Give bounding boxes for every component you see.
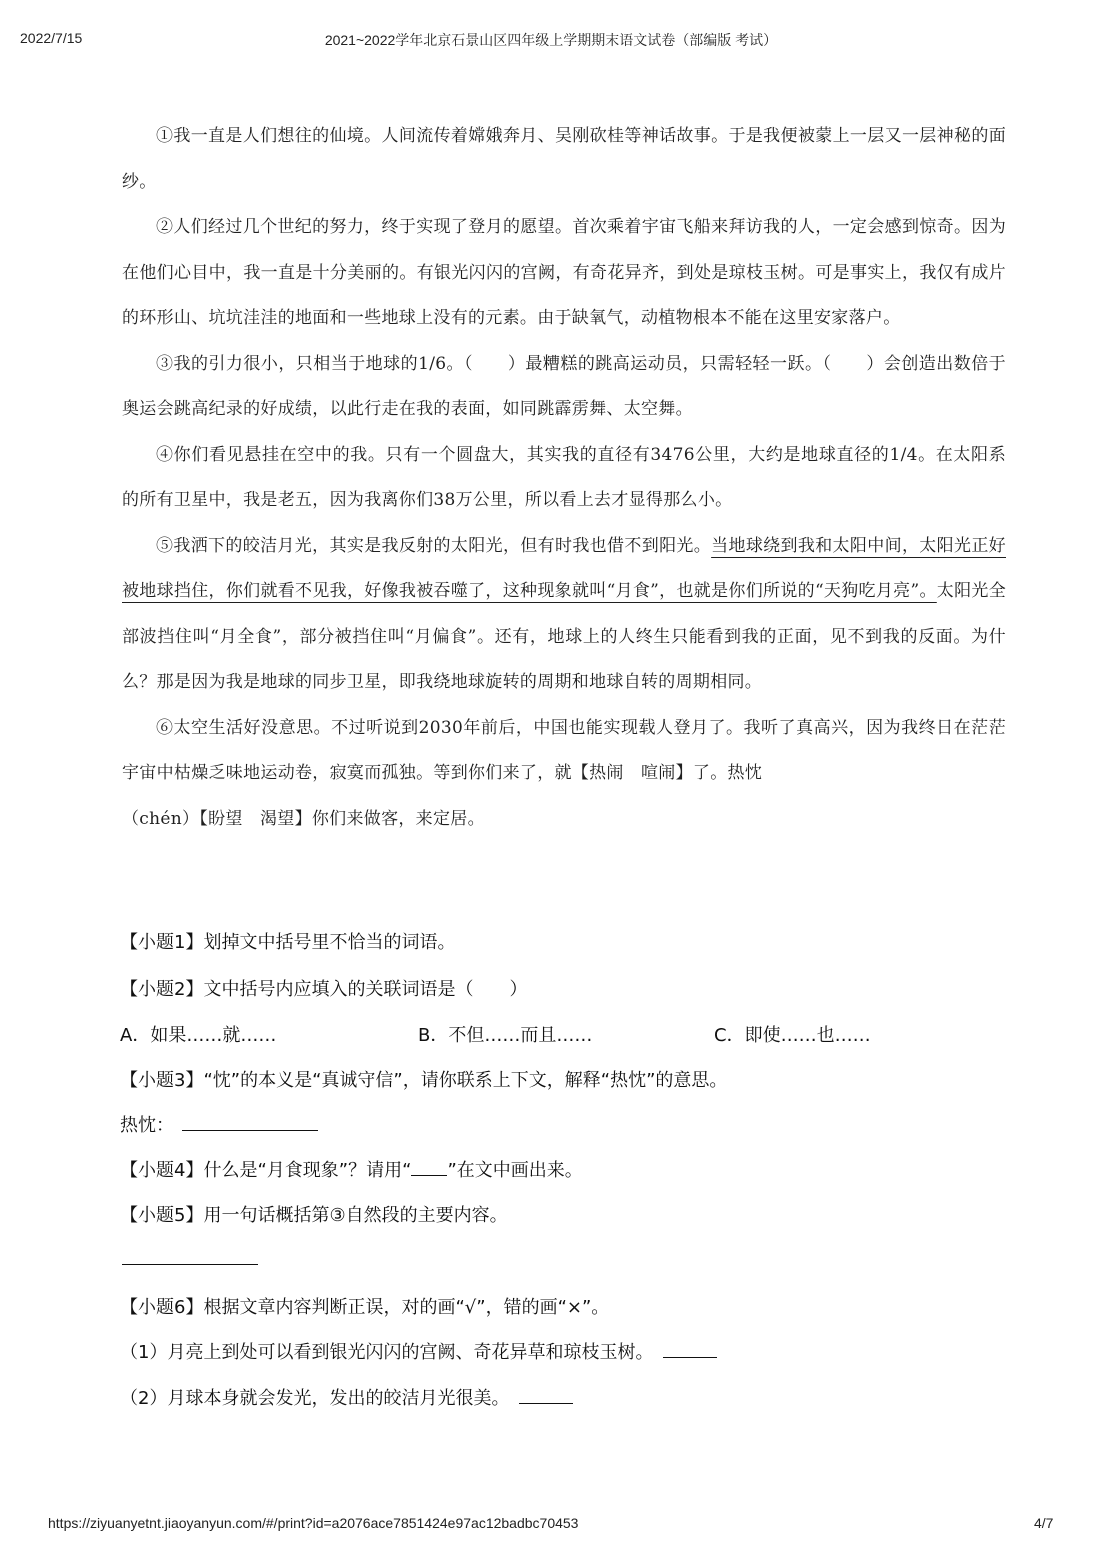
question-6-item-1 [120,1338,717,1364]
header-date: 2022/7/15 [20,30,83,46]
question-2-option-b[interactable]: B．不但……而且…… [418,1025,593,1046]
paragraph-5-end: 太阳光全部波挡住叫“月全食”，部分被挡住叫“月偏食”。还有，地球上的人终生只能看到我的正面，见不到我的反面。为什么？那是因为我是地球的同步卫星，即我绕地球旋转的周期和地球自转的周期相同。 [122,581,1007,692]
question-6-item-2-text: （2）月球本身就会发光，发出的皎洁月光很美。 [120,1388,510,1409]
footer-url: https://ziyuanyetnt.jiaoyanyun.com/#/print?id=a2076ace7851424e97ac12badbc70453 [48,1515,579,1531]
question-4-text-start: 【小题4】什么是“月食现象”？请用“ [120,1160,412,1181]
footer-page-number: 4/7 [1034,1515,1054,1531]
question-2-option-c[interactable]: C．即使……也…… [714,1025,871,1046]
question-4-text-end: ”在文中画出来。 [447,1160,583,1181]
header-title: 2021~2022学年北京石景山区四年级上学期期末语文试卷（部编版 考试） [324,32,778,48]
reading-passage [122,114,1006,842]
paragraph-5 [122,524,1006,706]
question-3-answer-blank[interactable] [182,1112,318,1131]
question-3: 【小题3】“忱”的本义是“真诚守信”，请你联系上下文，解释“热忱”的意思。 [120,1070,728,1091]
question-6: 【小题6】根据文章内容判断正误，对的画“√”，错的画“×”。 [120,1297,610,1318]
question-5-answer-blank[interactable] [122,1264,258,1265]
question-4 [120,1156,583,1182]
paragraph-3: ③我的引力很小，只相当于地球的1/6。（ ）最糟糕的跳高运动员，只需轻轻一跃。（ ）会创造出数倍于奥运会跳高纪录的好成绩，以此行走在我的表面，如同跳霹雳舞、太空舞。 [122,353,1006,419]
paragraph-6-continued: （chén）【盼望 渴望】你们来做客，来定居。 [122,808,485,829]
question-1: 【小题1】划掉文中括号里不恰当的词语。 [120,932,456,953]
question-5: 【小题5】用一句话概括第③自然段的主要内容。 [120,1205,508,1226]
question-6-item-1-blank[interactable] [663,1339,717,1358]
paragraph-4: ④你们看见悬挂在空中的我。只有一个圆盘大，其实我的直径有3476公里，大约是地球直径的1/4。在太阳系的所有卫星中，我是老五，因为我离你们38万公里，所以看上去才显得那么小。 [122,444,1006,510]
question-6-item-2-blank[interactable] [519,1385,573,1404]
question-4-underline-sample [411,1157,447,1176]
paragraph-6: ⑥太空生活好没意思。不过听说到2030年前后，中国也能实现载人登月了。我听了真高兴，因为我终日在茫茫宇宙中枯燥乏味地运动卷，寂寞而孤独。等到你们来了，就【热闹 喧闹】了。热忱 [122,717,1006,783]
paragraph-2: ②人们经过几个世纪的努力，终于实现了登月的愿望。首次乘着宇宙飞船来拜访我的人，一定会感到惊奇。因为在他们心目中，我一直是十分美丽的。有银光闪闪的宫阙，有奇花异齐，到处是琼枝玉树。可是事实上，我仅有成片的环形山、坑坑洼洼的地面和一些地球上没有的元素。由于缺氧气，动植物根本不能在这里安家落户。 [122,217,1006,328]
question-2: 【小题2】文中括号内应填入的关联词语是（ ） [120,979,528,1000]
paragraph-1: ①我一直是人们想往的仙境。人间流传着嫦娥奔月、吴刚砍桂等神话故事。于是我便被蒙上一层又一层神秘的面纱。 [122,126,1006,192]
underlined-lunar-eclipse-sentence: 当地球绕到我和太阳中间，太阳光正好被地球挡住，你们就看不见我，好像我被吞噬了，这种现象就叫“月食”，也就是你们所说的“天狗吃月亮”。 [122,535,1006,601]
question-3-answer-label: 热忱： [120,1115,174,1136]
question-6-item-2 [120,1384,573,1410]
question-6-item-1-text: （1）月亮上到处可以看到银光闪闪的宫阙、奇花异草和琼枝玉树。 [120,1342,654,1363]
question-2-option-a[interactable]: A．如果……就…… [120,1025,277,1046]
question-3-answer [120,1111,318,1137]
paragraph-5-start: ⑤我洒下的皎洁月光，其实是我反射的太阳光，但有时我也借不到阳光。 [156,535,712,556]
